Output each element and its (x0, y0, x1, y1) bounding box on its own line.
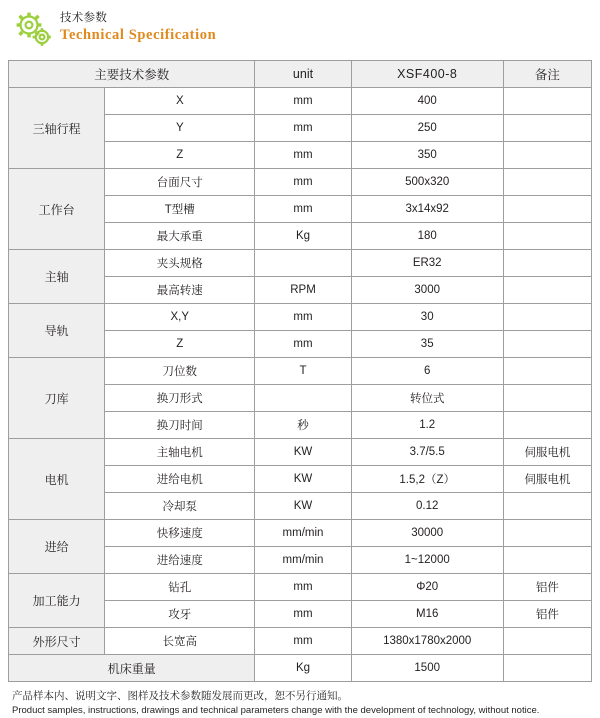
row-item-label: 钻孔 (105, 574, 255, 601)
row-value: 350 (351, 142, 503, 169)
column-header-parameter: 主要技术参数 (9, 61, 255, 88)
footer-note-en: Product samples, instructions, drawings and technical parameters change with the development of technology, without notice. (12, 705, 540, 716)
row-group-label: 电机 (9, 439, 105, 520)
table-header-row (9, 61, 592, 88)
row-unit: mm/min (255, 547, 351, 574)
table-row (9, 304, 592, 331)
row-group-label: 导轨 (9, 304, 105, 358)
row-remark: 铝件 (503, 601, 591, 628)
row-remark (503, 142, 591, 169)
row-item-label: 台面尺寸 (105, 169, 255, 196)
table-body (9, 88, 592, 682)
row-group-label: 工作台 (9, 169, 105, 250)
table-row (9, 655, 592, 682)
row-remark (503, 277, 591, 304)
row-unit (255, 385, 351, 412)
row-unit: mm (255, 628, 351, 655)
row-remark (503, 331, 591, 358)
row-remark (503, 493, 591, 520)
row-unit: KW (255, 466, 351, 493)
row-unit: Kg (255, 655, 351, 682)
footer-notes (12, 689, 592, 718)
row-remark (503, 628, 591, 655)
row-item-label: X,Y (105, 304, 255, 331)
row-remark (503, 358, 591, 385)
row-value: 1380x1780x2000 (351, 628, 503, 655)
row-group-label: 刀库 (9, 358, 105, 439)
row-item-label: 快移速度 (105, 520, 255, 547)
row-unit: mm (255, 142, 351, 169)
row-remark (503, 385, 591, 412)
row-item-label: 换刀时间 (105, 412, 255, 439)
row-remark (503, 250, 591, 277)
row-item-label: 长宽高 (105, 628, 255, 655)
row-unit: mm (255, 304, 351, 331)
row-remark (503, 169, 591, 196)
row-remark (503, 412, 591, 439)
row-remark (503, 547, 591, 574)
row-unit: T (255, 358, 351, 385)
table-row (9, 358, 592, 385)
row-group-label: 进给 (9, 520, 105, 574)
column-header-unit: unit (255, 61, 351, 88)
row-remark (503, 655, 591, 682)
row-remark: 伺服电机 (503, 466, 591, 493)
row-unit: RPM (255, 277, 351, 304)
row-item-label: Y (105, 115, 255, 142)
gears-icon (14, 10, 54, 50)
row-item-label: Z (105, 142, 255, 169)
row-unit: mm (255, 169, 351, 196)
row-remark: 铝件 (503, 574, 591, 601)
table-row (9, 520, 592, 547)
row-remark (503, 520, 591, 547)
column-header-model: XSF400-8 (351, 61, 503, 88)
row-item-label: X (105, 88, 255, 115)
row-unit: mm (255, 88, 351, 115)
page-title-en: Technical Specification (60, 27, 217, 43)
row-unit: mm (255, 331, 351, 358)
row-item-label: 进给速度 (105, 547, 255, 574)
table-row (9, 628, 592, 655)
row-unit: mm (255, 574, 351, 601)
row-remark (503, 88, 591, 115)
row-value: 35 (351, 331, 503, 358)
row-value: 30000 (351, 520, 503, 547)
row-value: 3.7/5.5 (351, 439, 503, 466)
table-row (9, 439, 592, 466)
row-item-label: 夹头规格 (105, 250, 255, 277)
row-value: 0.12 (351, 493, 503, 520)
row-unit: KW (255, 493, 351, 520)
row-item-label: 主轴电机 (105, 439, 255, 466)
row-value: 1~12000 (351, 547, 503, 574)
row-unit: mm (255, 115, 351, 142)
row-value: 3000 (351, 277, 503, 304)
row-unit: 秒 (255, 412, 351, 439)
row-remark: 伺服电机 (503, 439, 591, 466)
row-remark (503, 115, 591, 142)
row-value: 6 (351, 358, 503, 385)
row-item-label: Z (105, 331, 255, 358)
row-item-label: T型槽 (105, 196, 255, 223)
row-unit: mm (255, 196, 351, 223)
row-unit (255, 250, 351, 277)
page-header (14, 10, 592, 54)
row-value: 250 (351, 115, 503, 142)
row-unit: KW (255, 439, 351, 466)
row-group-label: 外形尺寸 (9, 628, 105, 655)
row-value: 30 (351, 304, 503, 331)
row-value: ER32 (351, 250, 503, 277)
row-value: 180 (351, 223, 503, 250)
header-title-block (60, 10, 216, 45)
table-row (9, 250, 592, 277)
row-unit: Kg (255, 223, 351, 250)
row-group-label: 主轴 (9, 250, 105, 304)
row-item-label: 进给电机 (105, 466, 255, 493)
row-unit: mm/min (255, 520, 351, 547)
table-row (9, 574, 592, 601)
row-value: 1500 (351, 655, 503, 682)
row-value: 1.5,2（Z） (351, 466, 503, 493)
row-remark (503, 223, 591, 250)
specification-table (8, 60, 592, 682)
table-row (9, 169, 592, 196)
footer-note-cn: 产品样本内、说明文字、图样及技术参数随发展而更改，恕不另行通知。 (12, 690, 348, 702)
row-value: M16 (351, 601, 503, 628)
row-value: 1.2 (351, 412, 503, 439)
row-value: 转位式 (351, 385, 503, 412)
row-item-label: 换刀形式 (105, 385, 255, 412)
row-item-label: 攻牙 (105, 601, 255, 628)
table-row (9, 88, 592, 115)
row-value: Φ20 (351, 574, 503, 601)
row-remark (503, 196, 591, 223)
row-item-label: 冷却泵 (105, 493, 255, 520)
row-value: 500x320 (351, 169, 503, 196)
row-item-label: 最大承重 (105, 223, 255, 250)
row-group-label: 机床重量 (9, 655, 255, 682)
row-value: 3x14x92 (351, 196, 503, 223)
row-item-label: 刀位数 (105, 358, 255, 385)
row-remark (503, 304, 591, 331)
row-group-label: 加工能力 (9, 574, 105, 628)
row-unit: mm (255, 601, 351, 628)
row-value: 400 (351, 88, 503, 115)
row-item-label: 最高转速 (105, 277, 255, 304)
column-header-remark: 备注 (503, 61, 591, 88)
page-title-cn: 技术参数 (60, 12, 108, 24)
row-group-label: 三轴行程 (9, 88, 105, 169)
